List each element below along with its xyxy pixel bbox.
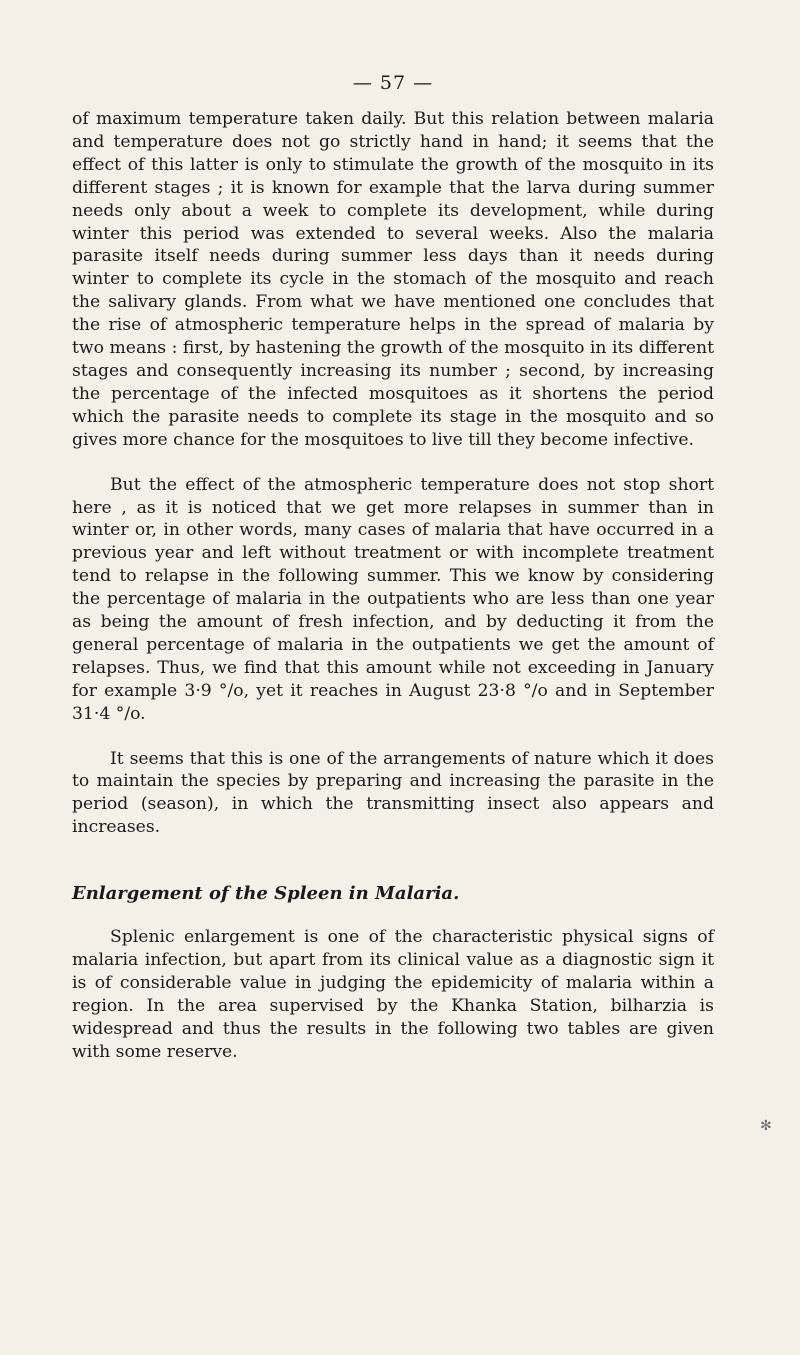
document-page [72, 72, 714, 1064]
paragraph-gap [72, 726, 714, 748]
paragraph-gap [72, 452, 714, 474]
section-heading: Enlargement of the Spleen in Malaria. [72, 883, 460, 905]
page-number: — 57 — [352, 72, 434, 94]
paragraph-relapses: But the effect of the atmospheric temperature does not stop short here , as it is noticed that we get more relapses in summer than in winter or, in other words, many cases of malaria that have occurred in a previous year and left without treatment or with incomplete treatment tend to relapse in the following summer. This we know by considering the percentage of malaria in the outpatients who are less than one year as being the amount of fresh infection, and by deducting it from the general percentage of malaria in the outpatients we get the amount of relapses. Thus, we find that this amount while not exceeding in January for example 3·9 °/o, yet it reaches in August 23·8 °/o and in September 31·4 °/o. [72, 474, 714, 724]
paragraph-temperature-mosquito: of maximum temperature taken daily. But this relation between malaria and temperature does not go strictly hand in hand; it seems that the effect of this latter is only to stimulate the growth of the mosquito in its different stages ; it is known for example that the larva during summer needs only about a week to complete its development, while during winter this period was extended to several weeks. Also the malaria parasite itself needs during summer less days than it needs during winter to complete its cycle in the stomach of the mosquito and reach the salivary glands. From what we have mentioned one concludes that the rise of atmospheric temperature helps in the spread of malaria by two means : first, by hastening the growth of the mosquito in its different stages and consequently increasing its number ; second, by increasing the percentage of the infected mosquitoes as it shortens the period which the parasite needs to complete its stage in the mosquito and so gives more chance for the mosquitoes to live till they become infective. [72, 109, 714, 450]
paragraph-splenic-enlargement: Splenic enlargement is one of the characteristic physical signs of malaria infection, but apart from its clinical value as a diagnostic sign it is of considerable value in judging the epidemicity of malaria within a region. In the area supervised by the Khanka Station, bilharzia is widespread and thus the results in the following two tables are given with some reserve. [72, 927, 714, 1062]
paper-speck-icon: ✻ [760, 1118, 772, 1134]
paragraph-nature-arrangement: It seems that this is one of the arrangements of nature which it does to maintain the species by preparing and increasing the parasite in the period (season), in which the transmitting insect also appears and increases. [72, 748, 714, 838]
